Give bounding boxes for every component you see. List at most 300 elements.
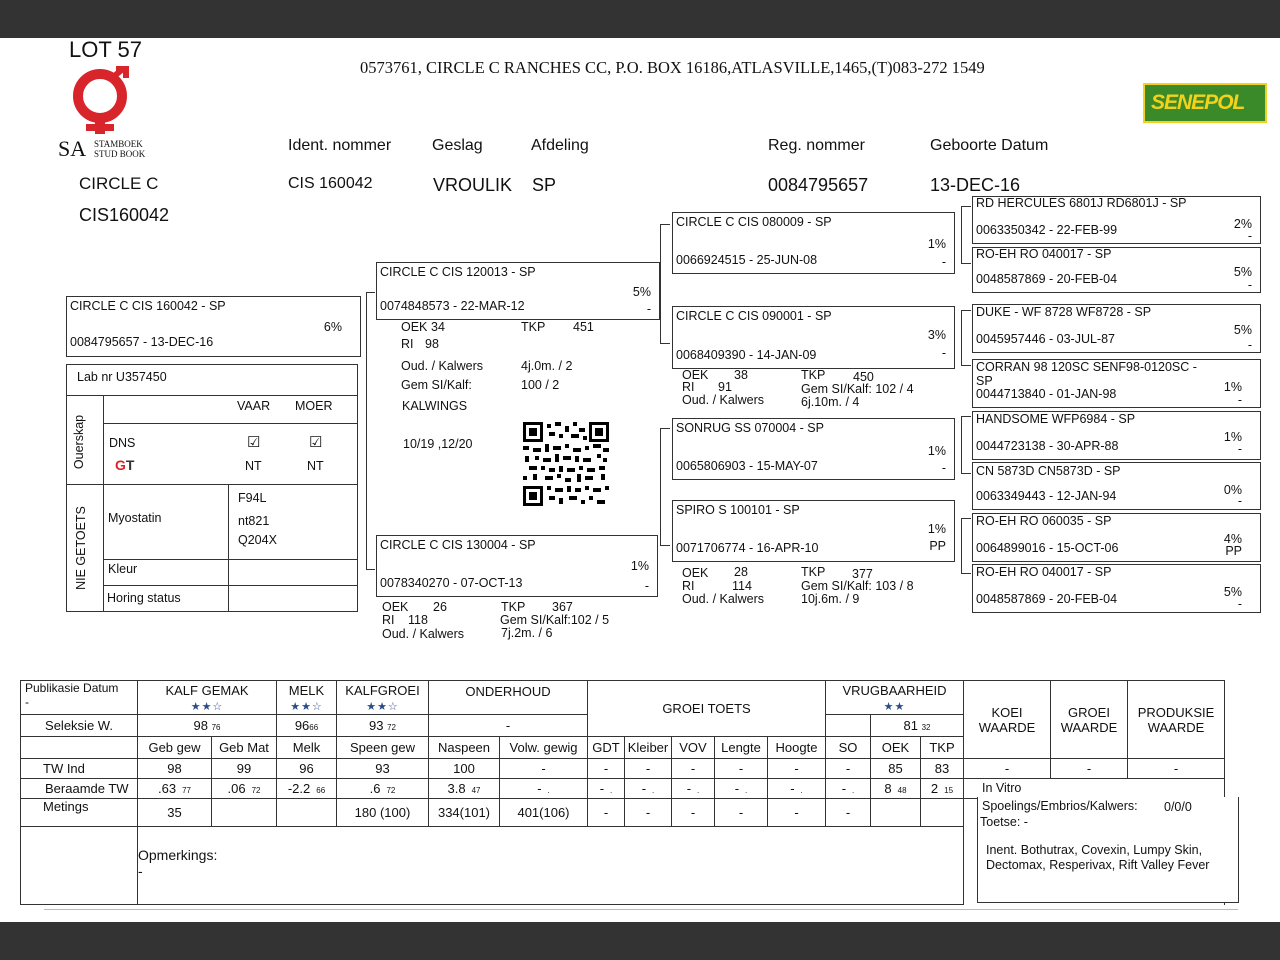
spoelings-label: Spoelings/Embrios/Kalwers: bbox=[982, 799, 1138, 813]
col-header-2: Melk bbox=[277, 737, 337, 759]
sire-oek-label: OEK bbox=[401, 320, 428, 334]
sel-vrug-acc: 32 bbox=[921, 723, 931, 732]
ds-line: 0065806903 - 15-MAY-07 bbox=[676, 459, 818, 473]
sire-ri-label: RI bbox=[401, 337, 414, 351]
sire-oud: 4j.0m. / 2 bbox=[521, 359, 573, 373]
col-header-7: Kleiber bbox=[625, 737, 672, 759]
ss-oud: 6j.10m. / 4 bbox=[801, 395, 860, 409]
dam-gem: Gem SI/Kalf:102 / 5 bbox=[500, 613, 610, 627]
lab-myo-3: Q204X bbox=[238, 533, 277, 547]
sel-vrug-empty bbox=[826, 715, 871, 737]
senepol-logo bbox=[1143, 83, 1267, 123]
gg4-line: 0044713840 - 01-JAN-98 bbox=[976, 387, 1117, 401]
gg4-name: CORRAN 98 120SC SENF98-0120SC - bbox=[976, 360, 1197, 374]
sire-gem-label: Gem SI/Kalf: bbox=[401, 378, 472, 392]
animal-code: CIS160042 bbox=[79, 205, 170, 225]
sel-melk-value: 96 bbox=[294, 718, 310, 733]
gg3-line: 0045957446 - 03-JUL-87 bbox=[976, 332, 1115, 346]
lab-myostatin: Myostatin bbox=[108, 511, 162, 525]
tw-label: TW Ind bbox=[21, 759, 138, 779]
sd-pct: 3% bbox=[927, 328, 946, 342]
dam-ri: 118 bbox=[408, 613, 428, 627]
bt-cell-0 bbox=[138, 779, 212, 799]
melk-header bbox=[277, 681, 337, 715]
pedigree-gg-8 bbox=[972, 564, 1261, 613]
sire-kalwings: KALWINGS bbox=[402, 399, 468, 413]
ds-name: SONRUG SS 070004 - SP bbox=[676, 421, 824, 435]
bt-acc-9: . bbox=[745, 786, 748, 795]
dd-gem: Gem SI/Kalf: 103 / 8 bbox=[801, 579, 914, 593]
gg5-pct: 1% bbox=[1223, 430, 1242, 444]
bracket-ds bbox=[961, 416, 971, 474]
dd-flag: PP bbox=[929, 539, 946, 553]
pedigree-dam-sire bbox=[672, 418, 955, 480]
met-cell-4: 334(101) bbox=[429, 799, 500, 827]
gg1-pct: 2% bbox=[1233, 217, 1252, 231]
col-header-8: VOV bbox=[672, 737, 715, 759]
sire-oud-label: Oud. / Kalwers bbox=[401, 359, 483, 373]
bt-cell-4 bbox=[429, 779, 500, 799]
gg8-line: 0048587869 - 20-FEB-04 bbox=[976, 592, 1118, 606]
bracket-dam bbox=[660, 428, 670, 546]
lab-ouerskap-divider bbox=[67, 484, 357, 485]
col-header-3: Speen gew bbox=[337, 737, 429, 759]
animal-name: CIRCLE C bbox=[79, 174, 159, 193]
gg2-name: RO-EH RO 040017 - SP bbox=[976, 247, 1112, 261]
gg2-flag: - bbox=[1247, 278, 1252, 292]
ss-oud-label: Oud. / Kalwers bbox=[682, 393, 764, 407]
bt-cell-3 bbox=[337, 779, 429, 799]
tw-cell-10: - bbox=[768, 759, 826, 779]
sel-melk-acc: 66 bbox=[309, 723, 319, 732]
pedigree-sire bbox=[376, 262, 660, 320]
tw-cell-3: 93 bbox=[337, 759, 429, 779]
top-bar bbox=[0, 0, 1280, 38]
sire-kalwings-dates: 10/19 ,12/20 bbox=[403, 437, 473, 451]
lab-box bbox=[66, 364, 358, 612]
gg7-line: 0064899016 - 15-OCT-06 bbox=[976, 541, 1119, 555]
bt-acc-1: 72 bbox=[251, 786, 261, 795]
bt-cell-13 bbox=[921, 779, 964, 799]
gg4-flag: - bbox=[1237, 393, 1242, 407]
vrugbaarheid-header bbox=[826, 681, 964, 715]
dns-vaar-check-icon: ☑ bbox=[247, 434, 261, 451]
sire-stats bbox=[401, 320, 621, 420]
pedigree-gg-3 bbox=[972, 304, 1261, 353]
senepol-text: SENEPOL bbox=[1151, 91, 1245, 114]
reg-label: Reg. nommer bbox=[768, 137, 865, 154]
tw-cell-9: - bbox=[715, 759, 768, 779]
ss-ri: 91 bbox=[718, 380, 732, 394]
pedigree-gg-7 bbox=[972, 513, 1261, 562]
ss-name: CIRCLE C CIS 080009 - SP bbox=[676, 215, 832, 229]
vrugbaarheid-label: VRUGBAARHEID bbox=[842, 682, 947, 698]
bt-acc-8: . bbox=[697, 786, 700, 795]
bracket-dd bbox=[961, 518, 971, 574]
gg2-line: 0048587869 - 20-FEB-04 bbox=[976, 272, 1118, 286]
sire-oek: 34 bbox=[431, 320, 445, 334]
pedigree-gg-4 bbox=[972, 359, 1261, 408]
sel-vrug-value: 81 bbox=[903, 718, 918, 733]
bt-value-7: - bbox=[641, 781, 647, 796]
bt-cell-1 bbox=[212, 779, 277, 799]
lab-horing-divider bbox=[103, 585, 357, 586]
lab-nt-moer: NT bbox=[307, 459, 324, 473]
sire-tkp-label: TKP bbox=[521, 320, 546, 334]
tw-waarde-2: - bbox=[1128, 759, 1225, 779]
tw-row bbox=[21, 759, 1225, 779]
col-header-1: Geb Mat bbox=[212, 737, 277, 759]
sel-kg-acc: 72 bbox=[387, 723, 396, 732]
met-cell-11: - bbox=[826, 799, 871, 827]
dam-name: CIRCLE C CIS 130004 - SP bbox=[380, 538, 536, 552]
lab-nie-getoets: NIE GETOETS bbox=[73, 506, 88, 590]
met-cell-3: 180 (100) bbox=[337, 799, 429, 827]
dam-oek: 26 bbox=[433, 600, 447, 614]
lab-myo-2: nt821 bbox=[238, 514, 270, 528]
dd-ri-label: RI bbox=[682, 579, 695, 593]
sex-label: Geslag bbox=[432, 137, 483, 154]
bt-acc-7: . bbox=[652, 786, 655, 795]
bt-cell-12 bbox=[871, 779, 921, 799]
spoelings-value: 0/0/0 bbox=[1164, 800, 1192, 814]
bt-value-0: .63 bbox=[158, 781, 177, 796]
tw-cell-7: - bbox=[625, 759, 672, 779]
sire-line: 0074848573 - 22-MAR-12 bbox=[380, 299, 525, 313]
tw-cell-11: - bbox=[826, 759, 871, 779]
tw-cell-8: - bbox=[672, 759, 715, 779]
bt-value-6: - bbox=[599, 781, 605, 796]
opmerkings-cell bbox=[138, 827, 964, 905]
met-cell-9: - bbox=[715, 799, 768, 827]
ss-oek: 38 bbox=[734, 368, 748, 382]
dam-pct: 1% bbox=[630, 559, 649, 573]
header-row bbox=[21, 681, 1225, 715]
gg1-name: RD HERCULES 6801J RD6801J - SP bbox=[976, 196, 1187, 210]
dam-oek-label: OEK bbox=[382, 600, 409, 614]
bt-acc-0: 77 bbox=[182, 786, 191, 795]
self-name: CIRCLE C CIS 160042 - SP bbox=[70, 299, 226, 313]
col-header-5: Volw. gewig bbox=[500, 737, 588, 759]
sel-ond bbox=[429, 715, 588, 737]
gg5-line: 0044723138 - 30-APR-88 bbox=[976, 439, 1119, 453]
sd-line: 0068409390 - 14-JAN-09 bbox=[676, 348, 817, 362]
gg4-pct: 1% bbox=[1223, 380, 1242, 394]
dd-stats bbox=[682, 565, 952, 609]
cols-row-empty bbox=[21, 737, 138, 759]
groei-waarde-header bbox=[1051, 681, 1128, 759]
pub-date-cell bbox=[21, 681, 138, 715]
melk-label: MELK bbox=[288, 682, 325, 698]
bt-value-5: - bbox=[537, 781, 542, 796]
self-line: 0084795657 - 13-DEC-16 bbox=[70, 335, 214, 349]
pedigree-gg-1 bbox=[972, 196, 1261, 244]
sa-stamboek-logo bbox=[58, 66, 158, 162]
inent-line-2: Dectomax, Resperivax, Rift Valley Fever bbox=[986, 858, 1210, 872]
lab-header-divider bbox=[103, 423, 357, 424]
bt-cell-6 bbox=[588, 779, 625, 799]
animal-birth: 13-DEC-16 bbox=[930, 175, 1021, 195]
dns-moer-check-icon: ☑ bbox=[309, 434, 323, 451]
sire-gem: 100 / 2 bbox=[521, 378, 560, 392]
pedigree-self bbox=[66, 296, 361, 357]
bt-value-8: - bbox=[686, 781, 692, 796]
lab-divider-top bbox=[67, 395, 357, 396]
sel-kalf-acc: 76 bbox=[211, 723, 221, 732]
animal-sex: VROULIK bbox=[433, 175, 513, 195]
gg6-pct: 0% bbox=[1223, 483, 1242, 497]
ss-line: 0066924515 - 25-JUN-08 bbox=[676, 253, 818, 267]
ds-flag: - bbox=[941, 461, 946, 475]
sd-name: CIRCLE C CIS 090001 - SP bbox=[676, 309, 832, 323]
col-header-6: GDT bbox=[588, 737, 625, 759]
ss-ri-label: RI bbox=[682, 380, 695, 394]
groei-toets-header: GROEI TOETS bbox=[588, 681, 826, 737]
lab-kleur: Kleur bbox=[108, 562, 138, 576]
koei-waarde-header bbox=[964, 681, 1051, 759]
dam-tkp: 367 bbox=[552, 600, 573, 614]
pedigree-sire-dam bbox=[672, 306, 955, 369]
sire-tkp: 451 bbox=[573, 320, 594, 334]
animal-section: SP bbox=[532, 175, 557, 195]
met-cell-7: - bbox=[625, 799, 672, 827]
met-cell-13 bbox=[921, 799, 964, 827]
in-vitro-label: In Vitro bbox=[982, 781, 1022, 795]
tw-cell-0: 98 bbox=[138, 759, 212, 779]
met-cell-10: - bbox=[768, 799, 826, 827]
dd-line: 0071706774 - 16-APR-10 bbox=[676, 541, 819, 555]
bt-cell-11 bbox=[826, 779, 871, 799]
gg3-flag: - bbox=[1247, 338, 1252, 352]
bt-acc-5: . bbox=[547, 786, 550, 795]
animal-ident: CIS 160042 bbox=[288, 175, 373, 192]
ident-label: Ident. nommer bbox=[288, 137, 392, 154]
met-cell-1 bbox=[212, 799, 277, 827]
sire-flag: - bbox=[646, 302, 651, 316]
pedigree-dam bbox=[376, 535, 658, 597]
lab-side-divider bbox=[103, 395, 104, 611]
dam-oud: 7j.2m. / 6 bbox=[501, 626, 553, 640]
opm-label: Opmerkings: bbox=[138, 847, 218, 863]
dam-ri-label: RI bbox=[382, 613, 395, 627]
bt-row bbox=[21, 779, 1225, 799]
met-cell-12 bbox=[871, 799, 921, 827]
col-header-4: Naspeen bbox=[429, 737, 500, 759]
bt-value-10: - bbox=[790, 781, 795, 796]
bracket-self bbox=[366, 292, 375, 570]
logo-sa: SA bbox=[58, 136, 87, 161]
col-header-13: TKP bbox=[921, 737, 964, 759]
dam-tkp-label: TKP bbox=[501, 600, 526, 614]
tw-cell-1: 99 bbox=[212, 759, 277, 779]
bt-acc-11: . bbox=[852, 786, 855, 795]
ss-stats bbox=[682, 368, 952, 410]
birth-label: Geboorte Datum bbox=[930, 137, 1049, 154]
bt-value-12: 8 bbox=[884, 781, 892, 796]
bt-label: Beraamde TW bbox=[21, 779, 138, 799]
met-cell-8: - bbox=[672, 799, 715, 827]
bt-cell-2 bbox=[277, 779, 337, 799]
pub-value: - bbox=[25, 695, 29, 709]
koei-waarde-label: KOEI WAARDE bbox=[978, 704, 1036, 735]
met-cell-0: 35 bbox=[138, 799, 212, 827]
kalfgroei-stars-icon: ★★☆ bbox=[366, 700, 399, 713]
ss-tkp-label: TKP bbox=[801, 368, 826, 382]
tw-cell-13: 83 bbox=[921, 759, 964, 779]
lab-moer: MOER bbox=[295, 399, 333, 413]
bt-value-3: .6 bbox=[369, 781, 381, 796]
produksie-waarde-label: PRODUKSIE WAARDE bbox=[1137, 704, 1215, 735]
onderhoud-header bbox=[429, 681, 588, 715]
bt-cell-9 bbox=[715, 779, 768, 799]
gg7-pct: 4% bbox=[1223, 532, 1242, 546]
kalf-gemak-label: KALF GEMAK bbox=[165, 682, 249, 698]
gg5-name: HANDSOME WFP6984 - SP bbox=[976, 412, 1136, 426]
bt-acc-10: . bbox=[800, 786, 803, 795]
col-header-12: OEK bbox=[871, 737, 921, 759]
ss-flag: - bbox=[941, 255, 946, 269]
sire-ri: 98 bbox=[425, 337, 439, 351]
dd-oek-label: OEK bbox=[682, 566, 709, 580]
bt-acc-2: 66 bbox=[316, 786, 326, 795]
col-header-9: Lengte bbox=[715, 737, 768, 759]
ds-pct: 1% bbox=[927, 444, 946, 458]
animal-reg: 0084795657 bbox=[768, 175, 869, 195]
lab-kleur-divider bbox=[103, 559, 357, 560]
gg6-flag: - bbox=[1237, 494, 1242, 508]
tw-cell-5: - bbox=[500, 759, 588, 779]
kalfgroei-label: KALFGROEI bbox=[345, 682, 420, 698]
tw-cell-4: 100 bbox=[429, 759, 500, 779]
gg3-pct: 5% bbox=[1233, 323, 1252, 337]
ss-tkp: 450 bbox=[853, 370, 874, 384]
sel-kg-value: 93 bbox=[369, 718, 384, 733]
bt-value-13: 2 bbox=[930, 781, 939, 796]
bt-acc-13: 15 bbox=[944, 786, 954, 795]
dd-oek: 28 bbox=[734, 565, 748, 579]
bt-value-2: -2.2 bbox=[287, 781, 311, 796]
bt-value-1: .06 bbox=[227, 781, 246, 796]
tw-waarde-1: - bbox=[1051, 759, 1128, 779]
gg8-pct: 5% bbox=[1223, 585, 1242, 599]
sd-flag: - bbox=[941, 346, 946, 360]
tw-waarde-0: - bbox=[964, 759, 1051, 779]
ss-pct: 1% bbox=[927, 237, 946, 251]
gg7-name: RO-EH RO 060035 - SP bbox=[976, 514, 1112, 528]
lab-nr: Lab nr U357450 bbox=[77, 370, 167, 384]
opm-value: - bbox=[138, 863, 143, 879]
met-cell-5: 401(106) bbox=[500, 799, 588, 827]
dam-line: 0078340270 - 07-OCT-13 bbox=[380, 576, 523, 590]
pub-label: Publikasie Datum bbox=[25, 681, 119, 695]
groei-waarde-label: GROEI WAARDE bbox=[1060, 704, 1118, 735]
breeder-line: 0573761, CIRCLE C RANCHES CC, P.O. BOX 16186,ATLASVILLE,1465,(T)083-272 1549 bbox=[360, 58, 985, 77]
inent-line-1: Inent. Bothutrax, Covexin, Lumpy Skin, bbox=[986, 843, 1203, 857]
pedigree-gg-2 bbox=[972, 247, 1261, 293]
sel-kalf bbox=[138, 715, 277, 737]
gg1-line: 0063350342 - 22-FEB-99 bbox=[976, 223, 1118, 237]
met-label: Metings bbox=[21, 799, 138, 827]
lab-dns: DNS bbox=[109, 436, 136, 450]
tw-cell-2: 96 bbox=[277, 759, 337, 779]
logo-studbook: STUD BOOK bbox=[94, 149, 146, 159]
lab-vaar: VAAR bbox=[237, 399, 271, 413]
gg6-line: 0063349443 - 12-JAN-94 bbox=[976, 489, 1117, 503]
gt-icon: GT bbox=[115, 457, 135, 473]
onderhoud-label: ONDERHOUD bbox=[465, 684, 551, 699]
toetse: Toetse: - bbox=[980, 815, 1028, 829]
bt-cell-7 bbox=[625, 779, 672, 799]
section-label: Afdeling bbox=[531, 137, 589, 154]
dam-stats bbox=[382, 600, 652, 644]
lot-number: LOT 57 bbox=[69, 37, 142, 62]
stamboek-symbol-icon bbox=[58, 66, 158, 136]
vrugbaarheid-stars-icon: ★★ bbox=[883, 700, 906, 713]
col-header-0: Geb gew bbox=[138, 737, 212, 759]
pedigree-gg-6 bbox=[972, 462, 1261, 510]
bt-cell-10 bbox=[768, 779, 826, 799]
lab-ouerskap: Ouerskap bbox=[72, 414, 87, 470]
footer-line bbox=[44, 909, 1238, 910]
sire-name: CIRCLE C CIS 120013 - SP bbox=[380, 265, 536, 279]
bt-acc-4: 47 bbox=[471, 786, 481, 795]
dam-flag: - bbox=[644, 579, 649, 593]
dd-name: SPIRO S 100101 - SP bbox=[676, 503, 800, 517]
sire-pct: 5% bbox=[632, 285, 651, 299]
dd-tkp: 377 bbox=[852, 567, 873, 581]
kalfgroei-header bbox=[337, 681, 429, 715]
pedigree-gg-5 bbox=[972, 411, 1261, 460]
col-header-10: Hoogte bbox=[768, 737, 826, 759]
gg8-name: RO-EH RO 040017 - SP bbox=[976, 565, 1112, 579]
lab-myo-1: F94L bbox=[238, 491, 267, 505]
produksie-waarde-header bbox=[1128, 681, 1225, 759]
self-pct: 6% bbox=[323, 320, 342, 334]
sel-ond-value: - bbox=[505, 718, 511, 733]
logo-stamboek: STAMBOEK bbox=[94, 139, 143, 149]
bt-value-4: 3.8 bbox=[447, 781, 466, 796]
notes-panel bbox=[977, 797, 1239, 903]
sel-melk bbox=[277, 715, 337, 737]
bt-value-9: - bbox=[734, 781, 740, 796]
dd-ri: 114 bbox=[732, 579, 752, 593]
dd-oud: 10j.6m. / 9 bbox=[801, 592, 860, 606]
seleksie-label: Seleksie W. bbox=[21, 715, 138, 737]
bracket-ss bbox=[961, 206, 971, 264]
bt-cell-5 bbox=[500, 779, 588, 799]
tw-cell-6: - bbox=[588, 759, 625, 779]
gg6-name: CN 5873D CN5873D - SP bbox=[976, 464, 1121, 478]
sel-kalf-value: 98 bbox=[193, 718, 208, 733]
dd-pct: 1% bbox=[927, 522, 946, 536]
met-cell-2 bbox=[277, 799, 337, 827]
bt-cell-8 bbox=[672, 779, 715, 799]
kalf-gemak-header bbox=[138, 681, 277, 715]
lab-nt-vaar: NT bbox=[245, 459, 262, 473]
dd-tkp-label: TKP bbox=[801, 565, 826, 579]
gg5-flag: - bbox=[1237, 442, 1242, 456]
qr-code-icon bbox=[523, 422, 609, 506]
lab-myo-vdivider bbox=[228, 484, 229, 611]
col-header-11: SO bbox=[826, 737, 871, 759]
melk-stars-icon: ★★☆ bbox=[290, 700, 323, 713]
lab-horing: Horing status bbox=[107, 591, 181, 605]
pedigree-sire-sire bbox=[672, 212, 955, 274]
dam-oud-label: Oud. / Kalwers bbox=[382, 627, 464, 641]
ss-gem: Gem SI/Kalf: 102 / 4 bbox=[801, 382, 914, 396]
met-cell-6: - bbox=[588, 799, 625, 827]
bracket-sire bbox=[660, 224, 670, 344]
